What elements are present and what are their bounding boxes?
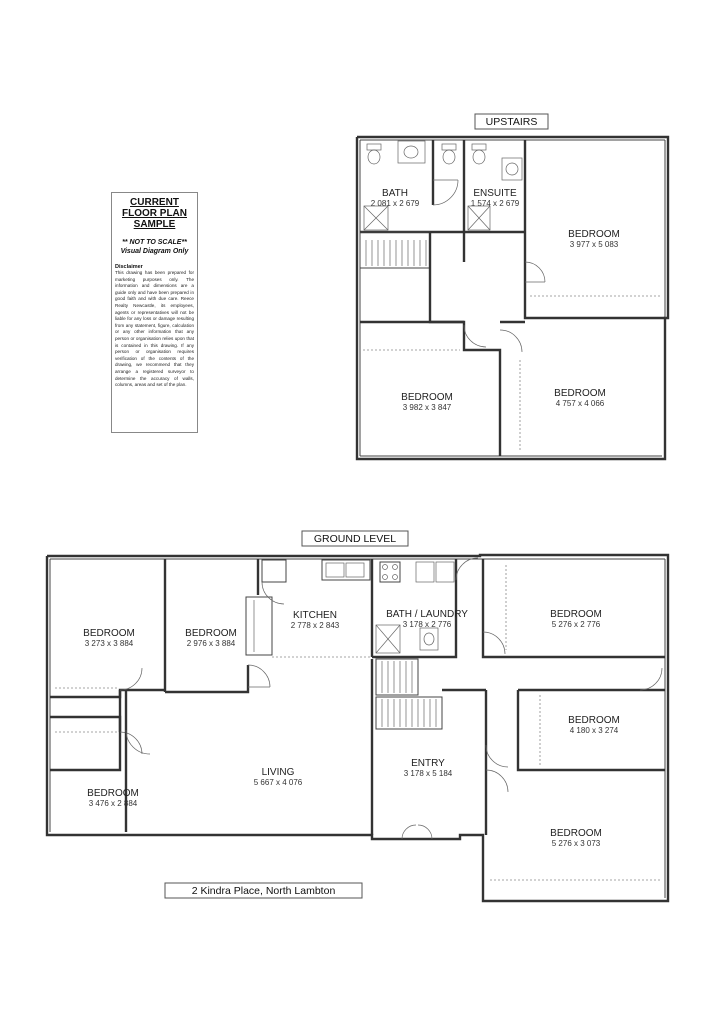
room-name-ground-bedroom-e2: BEDROOM <box>568 715 620 726</box>
room-dims-upstairs-bath: 2 081 x 2 679 <box>370 199 420 208</box>
room-name-ground-bedroom-sw: BEDROOM <box>87 788 139 799</box>
ground-stairs <box>376 659 442 729</box>
room-dims-ground-bedroom-w2: 2 976 x 3 884 <box>186 639 236 648</box>
upstairs-plan <box>357 114 668 459</box>
room-name-upstairs-bedroom-se: BEDROOM <box>554 388 606 399</box>
upstairs-heading: UPSTAIRS <box>485 116 538 128</box>
upstairs-fixtures <box>364 141 522 230</box>
room-dims-upstairs-bedroom-se: 4 757 x 4 066 <box>555 399 605 408</box>
room-dims-entry: 3 178 x 5 184 <box>403 769 453 778</box>
address-text: 2 Kindra Place, North Lambton <box>191 885 336 897</box>
room-name-ensuite: ENSUITE <box>473 188 517 199</box>
room-name-kitchen: KITCHEN <box>293 610 337 621</box>
note-title-line-2: FLOOR PLAN <box>122 208 187 219</box>
upstairs-room-labels <box>371 188 620 412</box>
not-to-scale-label: ** NOT TO SCALE** <box>122 239 187 246</box>
disclaimer-panel <box>111 192 198 433</box>
room-dims-ground-bedroom-w1: 3 273 x 3 884 <box>84 639 134 648</box>
room-name-upstairs-bedroom-sw: BEDROOM <box>401 392 453 403</box>
room-dims-ground-bedroom-e2: 4 180 x 3 274 <box>569 726 619 735</box>
room-dims-ground-bedroom-e3: 5 276 x 3 073 <box>551 839 601 848</box>
room-dims-kitchen: 2 778 x 2 843 <box>290 621 340 630</box>
room-name-ground-bedroom-e1: BEDROOM <box>550 609 602 620</box>
disclaimer-text: This drawing has been prepared for marketing purposes only. The information and dimensions are a guide only and have been prepared in good faith and with due care. Reece Realty Newcastle, its employees, agents or representatives will not be liable for any loss or damage resulting from any statement, figure, calculation or any other information that any person or organisation relies upon that is contained in this drawing. If any person or organisation requires verification of the contents of the drawing, we recommend that they arrange a registered surveyor to determine the accuracy of walls, columns, areas and set of the plan. <box>115 270 194 388</box>
room-dims-upstairs-bedroom-ne: 3 977 x 5 083 <box>569 240 619 249</box>
room-dims-living: 5 667 x 4 076 <box>253 778 303 787</box>
room-name-ground-bedroom-w2: BEDROOM <box>185 628 237 639</box>
room-dims-upstairs-bedroom-sw: 3 982 x 3 847 <box>402 403 452 412</box>
room-dims-ground-bedroom-sw: 3 476 x 2 884 <box>88 799 138 808</box>
ground-plan <box>47 531 668 901</box>
room-name-upstairs-bath: BATH <box>382 188 408 199</box>
note-title-line-3: SAMPLE <box>133 219 176 230</box>
room-name-upstairs-bedroom-ne: BEDROOM <box>568 229 620 240</box>
room-dims-ensuite: 1 574 x 2 679 <box>470 199 520 208</box>
upstairs-stairs <box>366 240 426 266</box>
room-dims-bath-laundry: 3 178 x 2 776 <box>402 620 452 629</box>
room-name-entry: ENTRY <box>411 758 445 769</box>
ground-heading: GROUND LEVEL <box>313 533 397 545</box>
room-dims-ground-bedroom-e1: 5 276 x 2 776 <box>551 620 601 629</box>
note-title-line-1: CURRENT <box>130 197 179 208</box>
room-name-bath-laundry: BATH / LAUNDRY <box>386 609 468 620</box>
disclaimer-heading: Disclaimer <box>115 264 143 270</box>
room-name-ground-bedroom-e3: BEDROOM <box>550 828 602 839</box>
ground-room-labels <box>83 609 620 848</box>
room-name-ground-bedroom-w1: BEDROOM <box>83 628 135 639</box>
room-name-living: LIVING <box>261 767 295 778</box>
visual-diagram-label: Visual Diagram Only <box>120 248 189 255</box>
